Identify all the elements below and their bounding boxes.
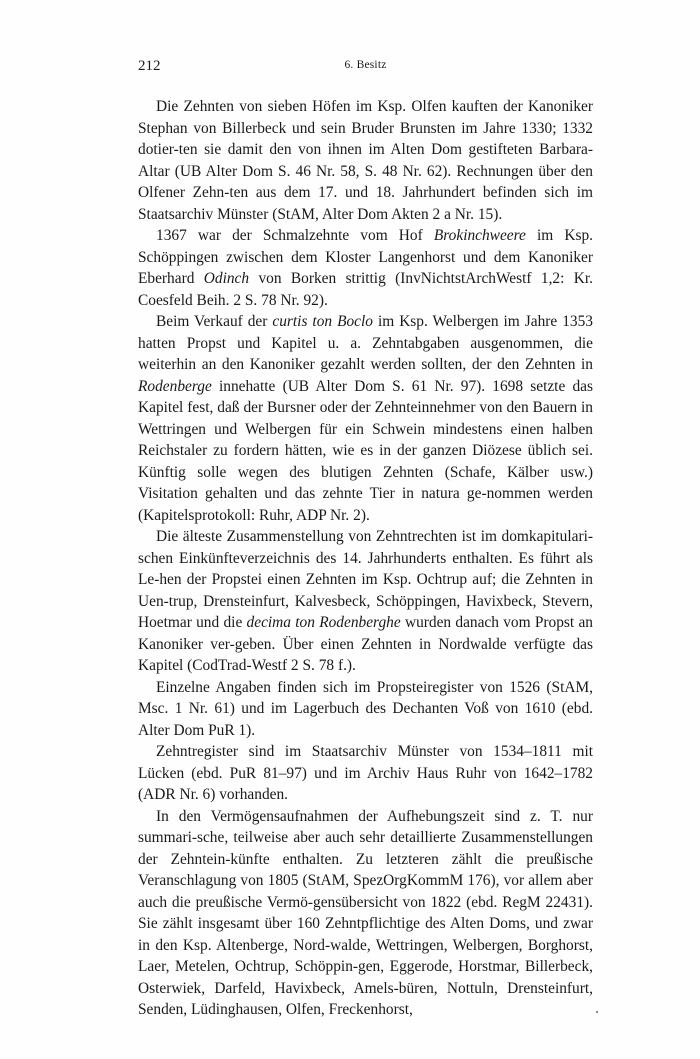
paragraph-text: Beim Verkauf der xyxy=(156,313,273,330)
scan-speck xyxy=(596,1011,598,1013)
paragraph xyxy=(138,741,593,806)
italic-term: Brokinchweere xyxy=(433,227,526,244)
paragraph-text: im Ksp. Schöppingen zwischen dem Kloster Langenhorst und dem Kanoniker Eberhard xyxy=(138,227,594,287)
paragraph-text: Zehntregister sind im Staatsarchiv Münster von 1534–1811 mit Lücken (ebd. PuR 81–97) und im Archiv Haus Ruhr von 1642–1782 (ADR Nr. 6) vorhanden. xyxy=(138,743,593,803)
paragraph xyxy=(138,311,593,526)
paragraph-text: wurden danach vom Propst an Kanoniker ver-geben. Über einen Zehnten in Nordwalde verfügte das Kapitel (CodTrad-Westf 2 S. 78 f.). xyxy=(138,614,593,674)
paragraph xyxy=(138,225,593,311)
paragraph-text: innehatte (UB Alter Dom S. 61 Nr. 97). 1698 setzte das Kapitel fest, daß der Bursner oder der Zehnteinnehmer von den Bauern in Wettringen und Welbergen für ein Schwein mindestens einen halben Reichstaler zu fordern hätten, wie es in der ganzen Diözese üblich sei. Künftig solle wegen des blutigen Zehnten (Schafe, Kälber usw.) Visitation gehalten und das zehnte Tier in natura ge-nommen werden (Kapitelsprotokoll: Ruhr, ADP Nr. 2). xyxy=(138,377,593,524)
italic-term: Rodenberge xyxy=(138,377,212,395)
paragraph-text: von Borken strittig (InvNichtstArchWestf 1,2: Kr. Coesfeld Beih. 2 S. 78 Nr. 92). xyxy=(138,270,593,309)
paragraph-text: Die älteste Zusammenstellung von Zehntrechten ist im domkapitulari-schen Einkünfteverzeichnis des 14. Jahrhunderts enthalten. Es führt als Le-hen der Propstei einen Zehnten im Ksp. Ochtrup auf; die Zehnten in Uen-trup, Drensteinfurt, Kalvesbeck, Schöppingen, Havixbeck, Stevern, Hoetmar und die xyxy=(138,528,593,631)
paragraph-text: Einzelne Angaben finden sich im Propsteiregister von 1526 (StAM, Msc. 1 Nr. 61) und im Lagerbuch des Dechanten Voß von 1610 (ebd. Alter Dom PuR 1). xyxy=(138,678,593,739)
paragraph-text: In den Vermögensaufnahmen der Aufhebungszeit sind z. T. nur summari-sche, teilweise aber auch sehr detaillierte Zusammenstellungen der Zehntein-künfte enthalten. Zu letzteren zählt die preußische Veranschlagung von 1805 (StAM, SpezOrgKommM 176), vor allem aber auch die preußische Vermö-gensübersicht von 1822 (ebd. RegM 22431). Sie zählt insgesamt über 160 Zehntpflichtige des Alten Doms, und zwar in den Ksp. Altenberge, Nord-walde, Wettringen, Welbergen, Borghorst, Laer, Metelen, Ochtrup, Schöppin-gen, Eggerode, Horstmar, Billerbeck, Osterwiek, Darfeld, Havixbeck, Amels-büren, Nottuln, Drensteinfurt, Senden, Lüdinghausen, Olfen, Freckenhorst, xyxy=(138,807,593,1018)
page-number: 212 xyxy=(138,58,161,74)
page-header xyxy=(138,58,593,80)
running-head: 6. Besitz xyxy=(344,59,387,71)
paragraph xyxy=(138,526,593,677)
paragraph-text: Die Zehnten von sieben Höfen im Ksp. Olfen kauften der Kanoniker Stephan von Billerbeck und sein Bruder Brunsten im Jahre 1330; 1332 dotier-ten sie damit den von ihnen im Alten Dom gestifteten Barbara-Altar (UB Alter Dom S. 46 Nr. 58, S. 48 Nr. 62). Rechnungen über den Olfener Zehn-ten aus dem 17. und 18. Jahrhundert befinden sich im Staatsarchiv Münster (StAM, Alter Dom Akten 2 a Nr. 15). xyxy=(138,98,593,223)
paragraph xyxy=(138,96,593,225)
italic-term: decima ton Rodenberghe xyxy=(246,614,401,631)
paragraph-text: im Ksp. Welbergen im Jahre 1353 hatten Propst und Kapitel u. a. Zehntabgaben ausgenommen, die weiterhin an den Kanoniker gezahlt werden sollten, der den Zehnten in xyxy=(138,313,593,373)
paragraph xyxy=(138,677,593,742)
paragraph-text: 1367 war der Schmalzehnte vom Hof xyxy=(156,227,434,244)
paragraph xyxy=(138,806,593,1021)
italic-term: curtis ton Boclo xyxy=(272,313,373,330)
body-text xyxy=(138,96,593,1021)
italic-term: Odinch xyxy=(203,270,250,287)
